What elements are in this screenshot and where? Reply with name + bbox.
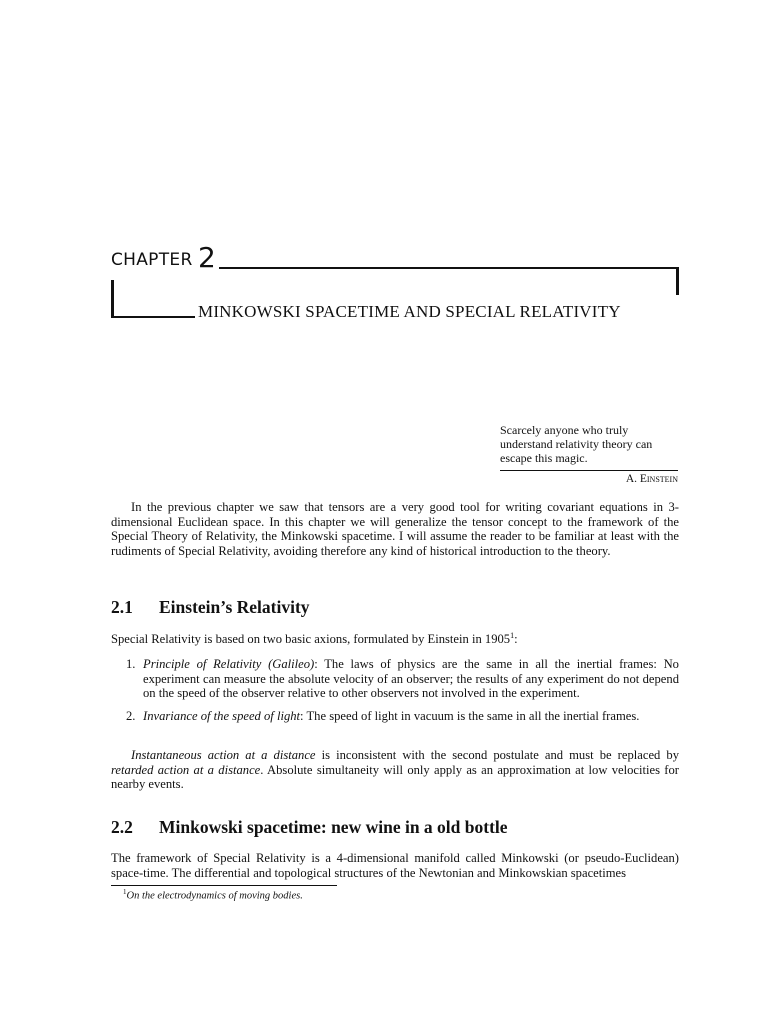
postulate-item bbox=[126, 709, 679, 724]
paragraph-text: . Absolute simultaneity will only apply as an approximation at low velocities for nearby events. bbox=[111, 762, 679, 792]
section-title: Einstein’s Relativity bbox=[159, 597, 310, 617]
footnote-rule bbox=[111, 885, 337, 886]
chapter-rule-bottom bbox=[111, 316, 195, 318]
postulate-text: : The laws of physics are the same in all the inertial frames: No experiment can measure the absolute velocity of an observer; the results of any experiment do not depend on the speed of the observer relative to other observers not involved in the experiment. bbox=[143, 657, 679, 701]
postulate-number: 1. bbox=[126, 657, 136, 671]
section-number: 2.2 bbox=[111, 817, 133, 837]
footnote-mark: 1 bbox=[123, 888, 127, 896]
intro-paragraph: In the previous chapter we saw that tensors are a very good tool for writing covariant equations in 3-dimensional Euclidean space. In this chapter we will generalize the tensor concept to the framework of the Special Theory of Relativity, the Minkowski spacetime. I will assume the reader to be familiar at least with the rudiments of Special Relativity, avoiding therefore any kind of historical introduction to the theory. bbox=[111, 500, 679, 558]
lead-colon: : bbox=[514, 632, 518, 646]
postulate-text: : The speed of light in vacuum is the same in all the inertial frames. bbox=[300, 709, 640, 723]
postulate-body bbox=[143, 709, 679, 724]
chapter-label: CHAPTER bbox=[111, 250, 193, 270]
section-number: 2.1 bbox=[111, 597, 133, 617]
section-lead-paragraph bbox=[111, 632, 679, 647]
postulate-number: 2. bbox=[126, 709, 136, 723]
section-heading-2-2 bbox=[111, 817, 508, 838]
epigraph-rule bbox=[500, 470, 678, 471]
epigraph-author: A. Einstein bbox=[625, 473, 678, 485]
simultaneity-paragraph bbox=[111, 748, 679, 792]
chapter-number: 2 bbox=[198, 241, 216, 274]
footnote-ref[interactable]: 1 bbox=[510, 630, 515, 640]
postulate-name: Invariance of the speed of light bbox=[143, 709, 301, 723]
emphasis-instantaneous: Instantaneous action at a distance bbox=[131, 748, 316, 762]
postulate-item bbox=[126, 657, 679, 701]
footnote bbox=[123, 888, 303, 902]
lead-text: Special Relativity is based on two basic axions, formulated by Einstein in 1905 bbox=[111, 632, 511, 646]
paragraph-text: is inconsistent with the second postulate and must be replaced by bbox=[315, 748, 679, 762]
section-title: Minkowski spacetime: new wine in a old bottle bbox=[159, 817, 508, 837]
section2-paragraph: The framework of Special Relativity is a 4-dimensional manifold called Minkowski (or pseudo-Euclidean) space-time. The differential and topological structures of the Newtonian and Minkowskian spacetimes bbox=[111, 851, 679, 880]
postulate-body bbox=[143, 657, 679, 701]
epigraph-quote: Scarcely anyone who truly understand relativity theory can escape this magic. bbox=[500, 423, 653, 465]
section-heading-2-1 bbox=[111, 597, 310, 618]
emphasis-retarded: retarded action at a distance bbox=[111, 762, 261, 777]
chapter-rule-right bbox=[676, 267, 679, 295]
chapter-rule-top bbox=[219, 267, 679, 269]
chapter-title: MINKOWSKI SPACETIME AND SPECIAL RELATIVITY bbox=[198, 302, 621, 321]
footnote-text: On the electrodynamics of moving bodies. bbox=[126, 890, 303, 902]
chapter-rule-left bbox=[111, 280, 114, 318]
postulate-name: Principle of Relativity (Galileo) bbox=[143, 657, 315, 671]
